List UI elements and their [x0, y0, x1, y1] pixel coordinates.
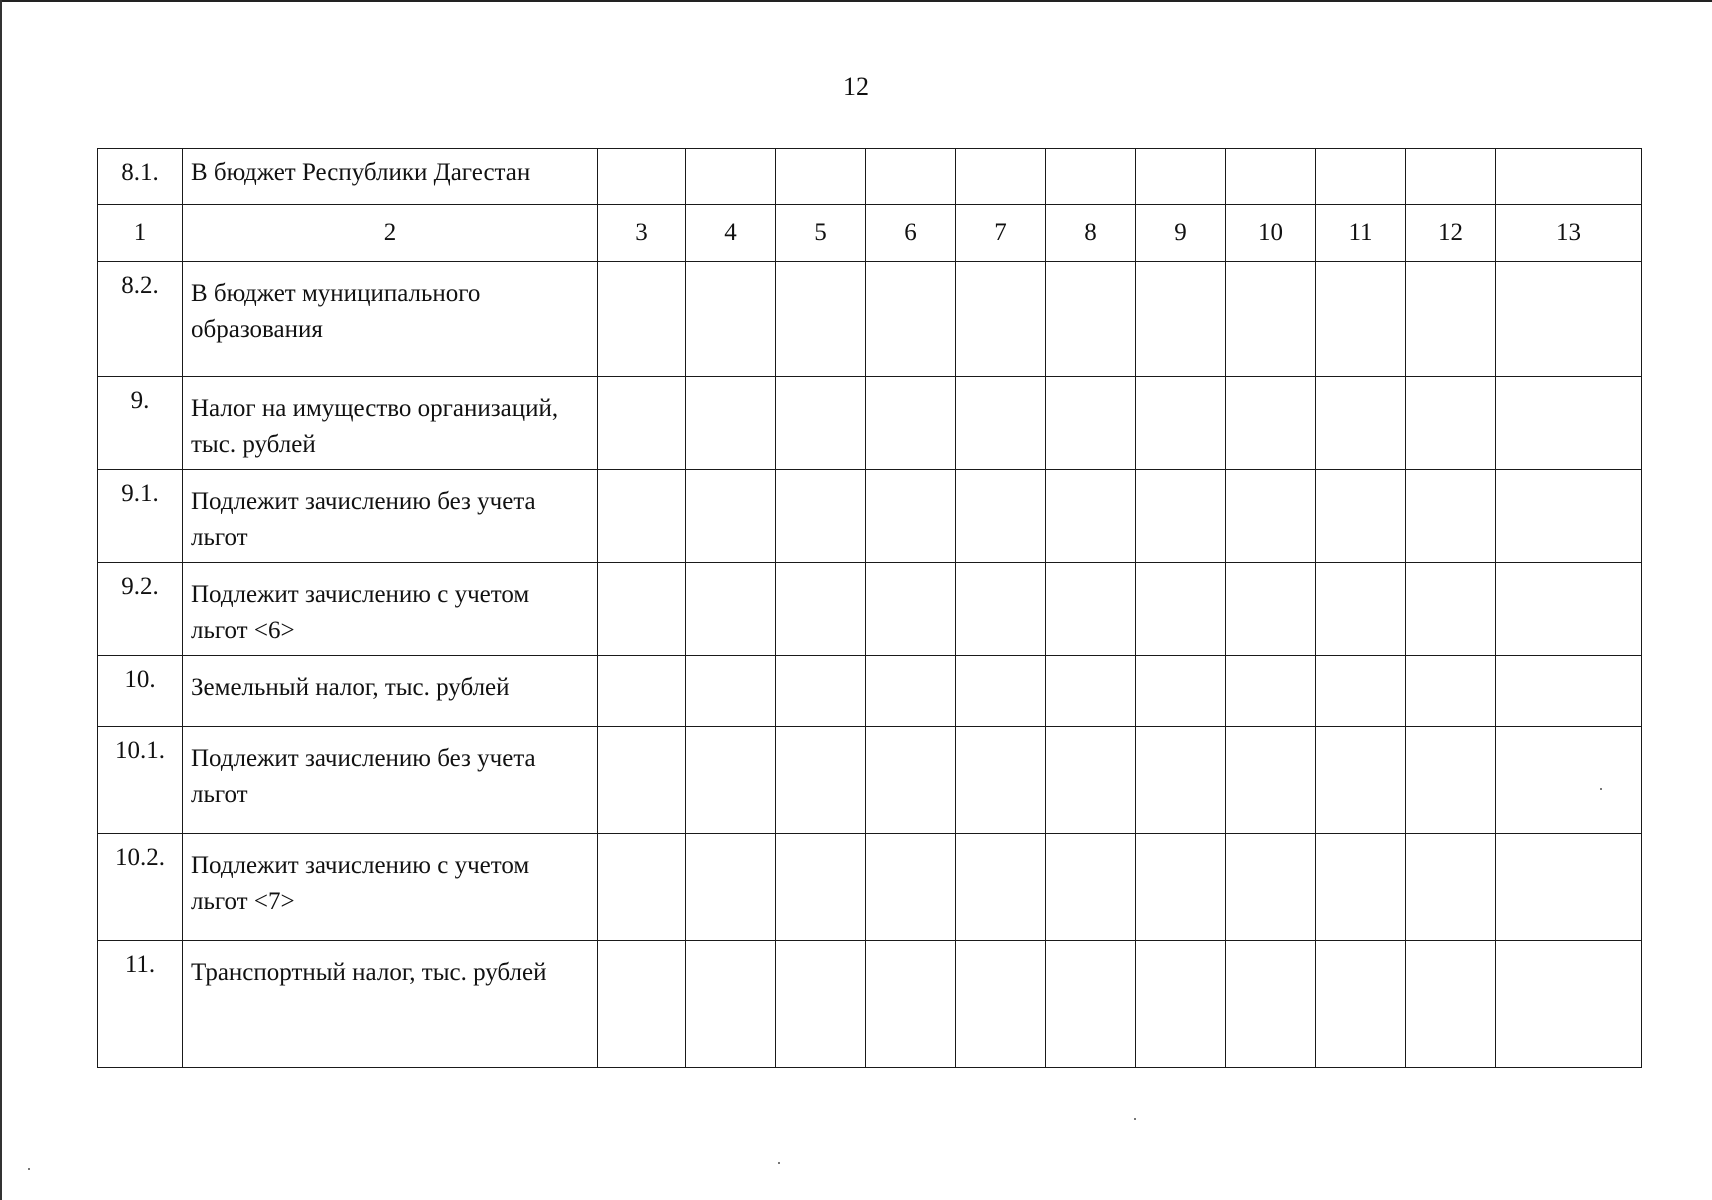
empty-cell	[1226, 377, 1316, 470]
empty-cell	[1316, 727, 1406, 834]
empty-cell	[598, 941, 686, 1068]
empty-cell	[1406, 262, 1496, 377]
empty-cell	[956, 563, 1046, 656]
empty-cell	[956, 834, 1046, 941]
empty-cell	[1496, 563, 1642, 656]
empty-cell	[1316, 563, 1406, 656]
row-number: 9.1.	[98, 470, 183, 563]
empty-cell	[686, 149, 776, 205]
empty-cell	[866, 941, 956, 1068]
empty-cell	[686, 377, 776, 470]
empty-cell	[956, 727, 1046, 834]
column-number: 7	[956, 205, 1046, 262]
empty-cell	[1136, 656, 1226, 727]
empty-cell	[866, 727, 956, 834]
empty-cell	[1226, 834, 1316, 941]
tax-report-table	[97, 148, 1642, 1068]
empty-cell	[776, 377, 866, 470]
column-number: 3	[598, 205, 686, 262]
empty-cell	[1226, 656, 1316, 727]
row-label: Транспортный налог, тыс. рублей	[183, 941, 598, 1068]
empty-cell	[956, 377, 1046, 470]
page-number: 12	[843, 72, 869, 101]
column-number: 10	[1226, 205, 1316, 262]
column-number: 13	[1496, 205, 1642, 262]
table-row	[98, 377, 1642, 470]
empty-cell	[1496, 656, 1642, 727]
empty-cell	[776, 834, 866, 941]
empty-cell	[1226, 262, 1316, 377]
empty-cell	[776, 941, 866, 1068]
table-row	[98, 941, 1642, 1068]
empty-cell	[956, 149, 1046, 205]
empty-cell	[776, 727, 866, 834]
empty-cell	[776, 563, 866, 656]
empty-cell	[598, 377, 686, 470]
empty-cell	[1046, 656, 1136, 727]
empty-cell	[1136, 377, 1226, 470]
empty-cell	[686, 656, 776, 727]
empty-cell	[1316, 834, 1406, 941]
empty-cell	[1316, 941, 1406, 1068]
row-label: Земельный налог, тыс. рублей	[183, 656, 598, 727]
empty-cell	[686, 470, 776, 563]
empty-cell	[686, 941, 776, 1068]
empty-cell	[1136, 834, 1226, 941]
empty-cell	[1496, 149, 1642, 205]
empty-cell	[686, 834, 776, 941]
column-number: 5	[776, 205, 866, 262]
table-row	[98, 262, 1642, 377]
column-number: 2	[183, 205, 598, 262]
empty-cell	[956, 262, 1046, 377]
row-label: Подлежит зачислению с учетом льгот <6>	[183, 563, 598, 656]
empty-cell	[1226, 563, 1316, 656]
row-number: 11.	[98, 941, 183, 1068]
empty-cell	[1046, 941, 1136, 1068]
table-row	[98, 149, 1642, 205]
empty-cell	[598, 727, 686, 834]
empty-cell	[1496, 262, 1642, 377]
scan-speck	[1600, 788, 1602, 790]
empty-cell	[866, 377, 956, 470]
scan-edge-top	[0, 0, 1712, 2]
column-number: 6	[866, 205, 956, 262]
empty-cell	[1136, 470, 1226, 563]
table-row	[98, 470, 1642, 563]
empty-cell	[1496, 377, 1642, 470]
empty-cell	[598, 262, 686, 377]
scan-speck	[1134, 1118, 1136, 1120]
empty-cell	[1406, 470, 1496, 563]
empty-cell	[686, 563, 776, 656]
empty-cell	[1496, 470, 1642, 563]
column-number: 1	[98, 205, 183, 262]
empty-cell	[956, 941, 1046, 1068]
empty-cell	[866, 149, 956, 205]
empty-cell	[1136, 727, 1226, 834]
empty-cell	[1406, 656, 1496, 727]
empty-cell	[1136, 149, 1226, 205]
row-number: 9.2.	[98, 563, 183, 656]
column-number: 11	[1316, 205, 1406, 262]
empty-cell	[776, 470, 866, 563]
empty-cell	[866, 834, 956, 941]
row-label: В бюджет Республики Дагестан	[183, 149, 598, 205]
empty-cell	[686, 727, 776, 834]
empty-cell	[598, 470, 686, 563]
scan-speck	[28, 1168, 30, 1170]
empty-cell	[1316, 470, 1406, 563]
empty-cell	[776, 262, 866, 377]
empty-cell	[1496, 727, 1642, 834]
row-label: Налог на имущество организаций, тыс. рублей	[183, 377, 598, 470]
table-row	[98, 727, 1642, 834]
empty-cell	[1316, 149, 1406, 205]
empty-cell	[1406, 563, 1496, 656]
empty-cell	[1496, 941, 1642, 1068]
empty-cell	[1046, 727, 1136, 834]
row-label: Подлежит зачислению без учета льгот	[183, 470, 598, 563]
empty-cell	[1316, 377, 1406, 470]
row-number: 9.	[98, 377, 183, 470]
column-number: 8	[1046, 205, 1136, 262]
scan-speck	[778, 1162, 780, 1164]
row-number: 10.1.	[98, 727, 183, 834]
empty-cell	[1406, 149, 1496, 205]
table-row	[98, 563, 1642, 656]
column-number: 4	[686, 205, 776, 262]
empty-cell	[1226, 727, 1316, 834]
scan-edge-left	[0, 0, 2, 1200]
empty-cell	[598, 563, 686, 656]
empty-cell	[866, 262, 956, 377]
row-label: В бюджет муниципального образования	[183, 262, 598, 377]
empty-cell	[1046, 470, 1136, 563]
table-row	[98, 656, 1642, 727]
column-number-row	[98, 205, 1642, 262]
column-number: 9	[1136, 205, 1226, 262]
empty-cell	[686, 262, 776, 377]
row-number: 10.2.	[98, 834, 183, 941]
empty-cell	[866, 470, 956, 563]
empty-cell	[866, 563, 956, 656]
empty-cell	[1406, 834, 1496, 941]
empty-cell	[598, 149, 686, 205]
empty-cell	[1046, 149, 1136, 205]
empty-cell	[598, 834, 686, 941]
column-number: 12	[1406, 205, 1496, 262]
table-row	[98, 834, 1642, 941]
row-label: Подлежит зачислению без учета льгот	[183, 727, 598, 834]
empty-cell	[956, 470, 1046, 563]
row-number: 8.1.	[98, 149, 183, 205]
empty-cell	[776, 149, 866, 205]
empty-cell	[1226, 470, 1316, 563]
empty-cell	[1136, 563, 1226, 656]
empty-cell	[1046, 262, 1136, 377]
empty-cell	[956, 656, 1046, 727]
empty-cell	[1406, 377, 1496, 470]
empty-cell	[1136, 262, 1226, 377]
empty-cell	[1046, 563, 1136, 656]
row-number: 10.	[98, 656, 183, 727]
empty-cell	[1316, 262, 1406, 377]
empty-cell	[1406, 727, 1496, 834]
empty-cell	[1226, 941, 1316, 1068]
empty-cell	[1406, 941, 1496, 1068]
empty-cell	[598, 656, 686, 727]
row-label: Подлежит зачислению с учетом льгот <7>	[183, 834, 598, 941]
empty-cell	[776, 656, 866, 727]
empty-cell	[1046, 377, 1136, 470]
empty-cell	[1136, 941, 1226, 1068]
row-number: 8.2.	[98, 262, 183, 377]
empty-cell	[1226, 149, 1316, 205]
empty-cell	[866, 656, 956, 727]
empty-cell	[1496, 834, 1642, 941]
empty-cell	[1316, 656, 1406, 727]
empty-cell	[1046, 834, 1136, 941]
